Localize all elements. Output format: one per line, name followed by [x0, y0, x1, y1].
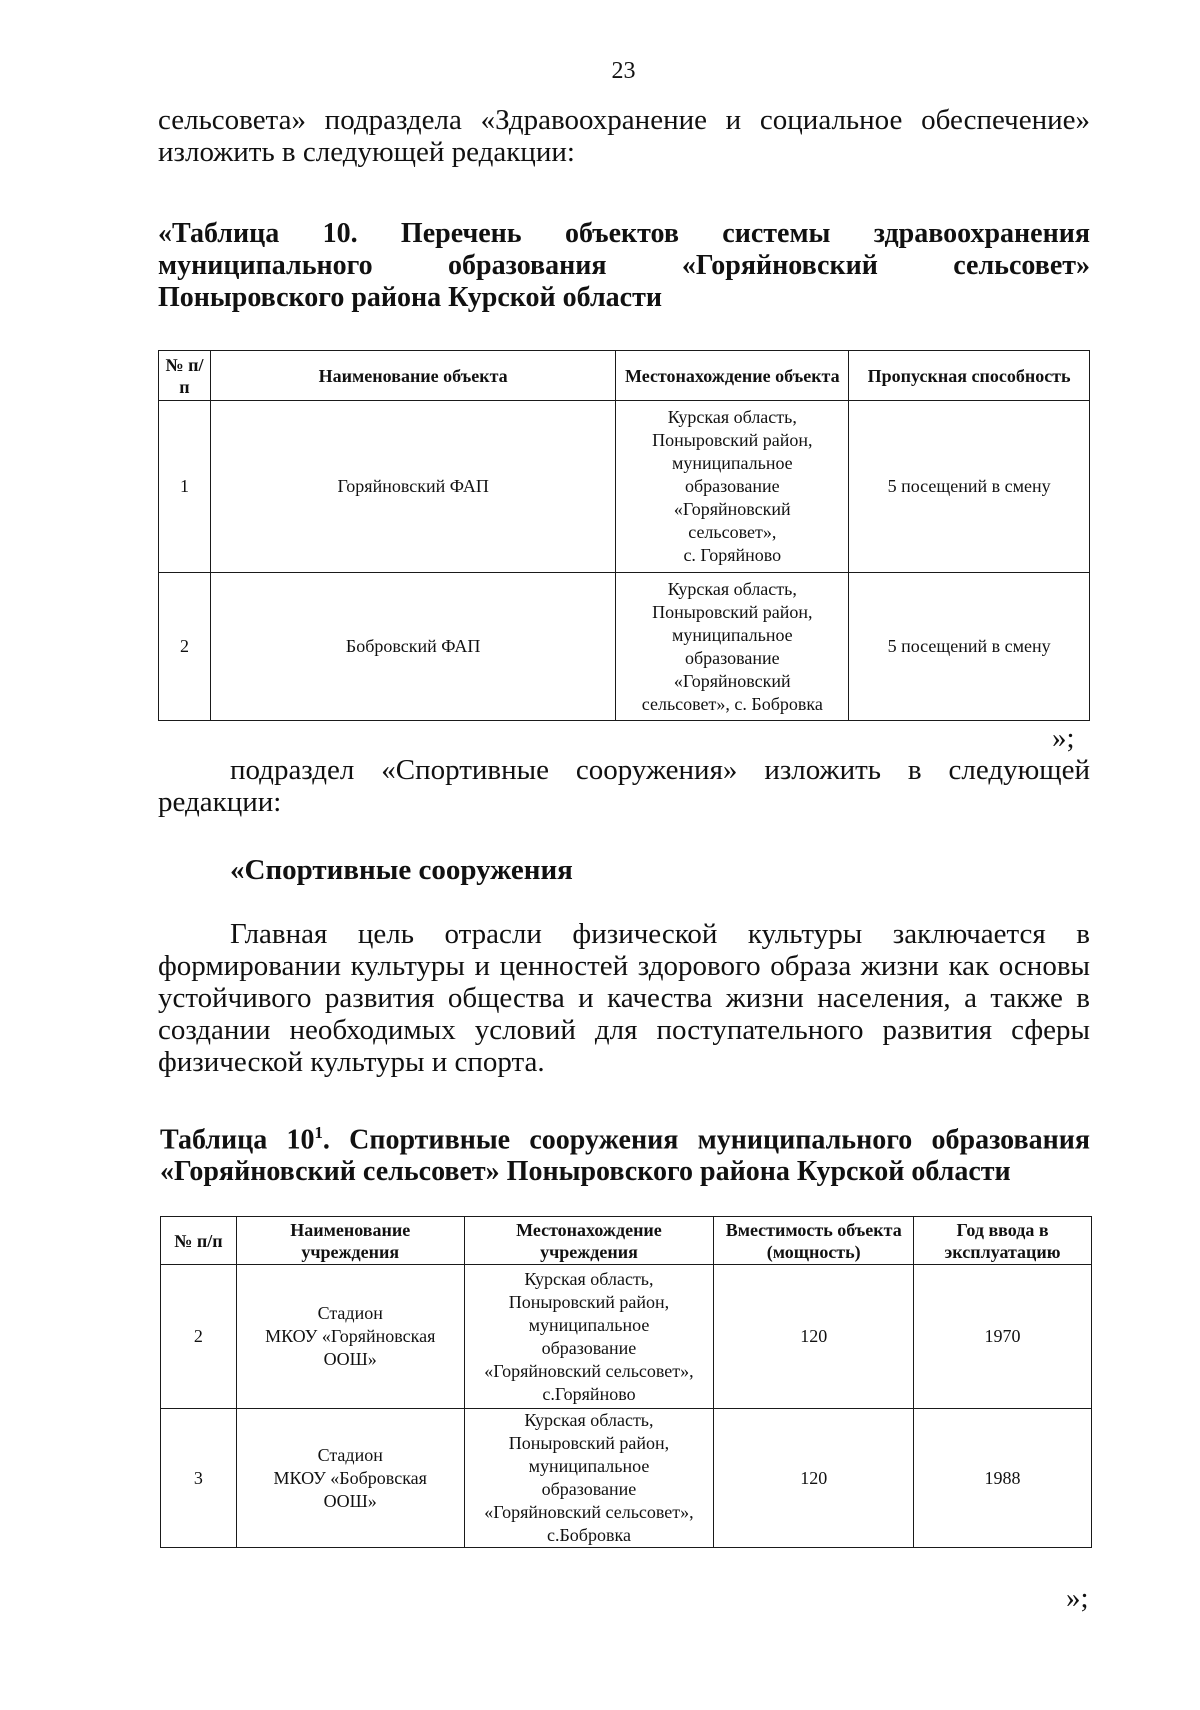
location-line: «Горяйновский сельсовет»,	[484, 1360, 694, 1381]
table101-header-name: Наименование учреждения	[236, 1217, 464, 1265]
name-line: Стадион	[317, 1444, 383, 1465]
intro-paragraph	[158, 104, 1090, 168]
intro-line-2: изложить в следующей редакции:	[158, 136, 575, 168]
table101-row2-year: 1988	[914, 1409, 1092, 1548]
location-line: «Горяйновский	[673, 670, 791, 691]
location-line: сельсовет», с. Бобровка	[641, 693, 823, 714]
table10-header-row	[159, 351, 1090, 401]
location-line: муниципальное	[528, 1314, 650, 1335]
location-line: «Горяйновский сельсовет»,	[484, 1502, 694, 1522]
location-line: муниципальное	[528, 1456, 650, 1476]
table10-closing-quote: »;	[1052, 722, 1075, 754]
table101-header-num: № п/п	[161, 1217, 237, 1265]
location-line: образование	[684, 647, 780, 668]
table101-row1-num: 2	[161, 1265, 237, 1409]
table10-row2-location	[616, 573, 849, 721]
location-line: Поныровский район,	[508, 1291, 670, 1312]
page-number: 23	[611, 58, 636, 84]
table101-title-rest: . Спортивные сооружения муниципального образования	[322, 1124, 1090, 1156]
table101-header-location: Местонахождение учреждения	[464, 1217, 714, 1265]
table10-title-line-1: «Таблица 10. Перечень объектов системы здравоохранения	[158, 218, 1090, 249]
table10-row1-location	[616, 401, 849, 573]
table101-title-line-1	[160, 1117, 1090, 1156]
table10-header-name: Наименование объекта	[210, 351, 615, 401]
table10-row2-capacity: 5 посещений в смену	[849, 573, 1090, 721]
sport-intro-paragraph	[158, 754, 1090, 818]
location-line: муниципальное	[671, 624, 793, 645]
location-line: образование	[684, 476, 780, 496]
table101-title	[160, 1117, 1090, 1188]
sport-paragraph-line-3: устойчивого развития общества и качества жизни населения, а также в	[158, 982, 1090, 1014]
name-line: МКОУ «Бобровская	[273, 1467, 427, 1488]
table101-header-capacity: Вместимость объекта (мощность)	[714, 1217, 914, 1265]
table10-header-capacity: Пропускная способность	[849, 351, 1090, 401]
sport-paragraph-line-1: Главная цель отрасли физической культуры заключается в	[230, 918, 1090, 950]
location-line: образование	[541, 1479, 637, 1499]
name-line: Стадион	[317, 1303, 383, 1323]
table-row	[161, 1265, 1092, 1409]
sport-intro-line-1: подраздел «Спортивные сооружения» изложить в следующей	[230, 754, 1090, 786]
table-row	[159, 401, 1090, 573]
location-line: Поныровский район,	[652, 430, 813, 450]
location-line: Поныровский район,	[508, 1433, 670, 1453]
location-line: Курская область,	[524, 1268, 654, 1289]
table-row	[159, 573, 1090, 721]
table10-row1-num: 1	[159, 401, 211, 573]
sport-paragraph-line-4: создании необходимых условий для поступательного развития сферы	[158, 1014, 1090, 1046]
sport-paragraph	[158, 918, 1090, 1078]
location-line: образование	[541, 1337, 637, 1358]
location-line: «Горяйновский	[673, 499, 791, 519]
location-line: с.Горяйново	[542, 1383, 636, 1404]
table10	[158, 350, 1090, 721]
location-line: сельсовет»,	[688, 522, 777, 542]
table10-header-num: № п/п	[159, 351, 211, 401]
table-row	[161, 1409, 1092, 1548]
location-line: Поныровский район,	[652, 601, 813, 622]
table101-closing-quote: »;	[1066, 1582, 1089, 1614]
table10-title-line-3: Поныровского района Курской области	[158, 282, 662, 313]
table101-row1-location	[464, 1265, 714, 1409]
table10-header-location: Местонахождение объекта	[616, 351, 849, 401]
location-line: Курская область,	[524, 1410, 654, 1430]
table101	[160, 1216, 1092, 1548]
sport-paragraph-line-2: формировании культуры и ценностей здорового образа жизни как основы	[158, 950, 1090, 982]
table101-title-superscript: 1	[314, 1123, 323, 1142]
table101-row1-year: 1970	[914, 1265, 1092, 1409]
name-line: МКОУ «Горяйновская	[265, 1326, 436, 1346]
table101-title-prefix: Таблица 10	[160, 1124, 315, 1156]
table101-title-line-2: «Горяйновский сельсовет» Поныровского района Курской области	[160, 1156, 1011, 1188]
location-line: с.Бобровка	[546, 1525, 631, 1545]
location-line: с. Горяйново	[683, 545, 782, 565]
table10-row1-capacity: 5 посещений в смену	[849, 401, 1090, 573]
location-line: Курская область,	[667, 578, 797, 599]
intro-line-1: сельсовета» подраздела «Здравоохранение и социальное обеспечение»	[158, 104, 1090, 136]
table10-title-line-2: муниципального образования «Горяйновский сельсовет»	[158, 250, 1090, 281]
sport-paragraph-line-5: физической культуры и спорта.	[158, 1046, 545, 1078]
table10-row2-name: Бобровский ФАП	[210, 573, 615, 721]
table101-header-row	[161, 1217, 1092, 1265]
table101-header-year: Год ввода в эксплуатацию	[914, 1217, 1092, 1265]
location-line: Курская область,	[667, 407, 797, 427]
sport-section-heading: «Спортивные сооружения	[230, 854, 573, 886]
table101-row1-name	[236, 1265, 464, 1409]
table10-row2-num: 2	[159, 573, 211, 721]
table101-row2-num: 3	[161, 1409, 237, 1548]
table10-title	[158, 218, 1090, 314]
table101-row1-capacity: 120	[714, 1265, 914, 1409]
location-line: муниципальное	[671, 453, 793, 473]
name-line: ООШ»	[323, 1490, 377, 1511]
name-line: ООШ»	[323, 1349, 377, 1369]
table101-row2-name	[236, 1409, 464, 1548]
table101-row2-capacity: 120	[714, 1409, 914, 1548]
sport-intro-line-2: редакции:	[158, 786, 282, 818]
table101-row2-location	[464, 1409, 714, 1548]
table10-row1-name: Горяйновский ФАП	[210, 401, 615, 573]
